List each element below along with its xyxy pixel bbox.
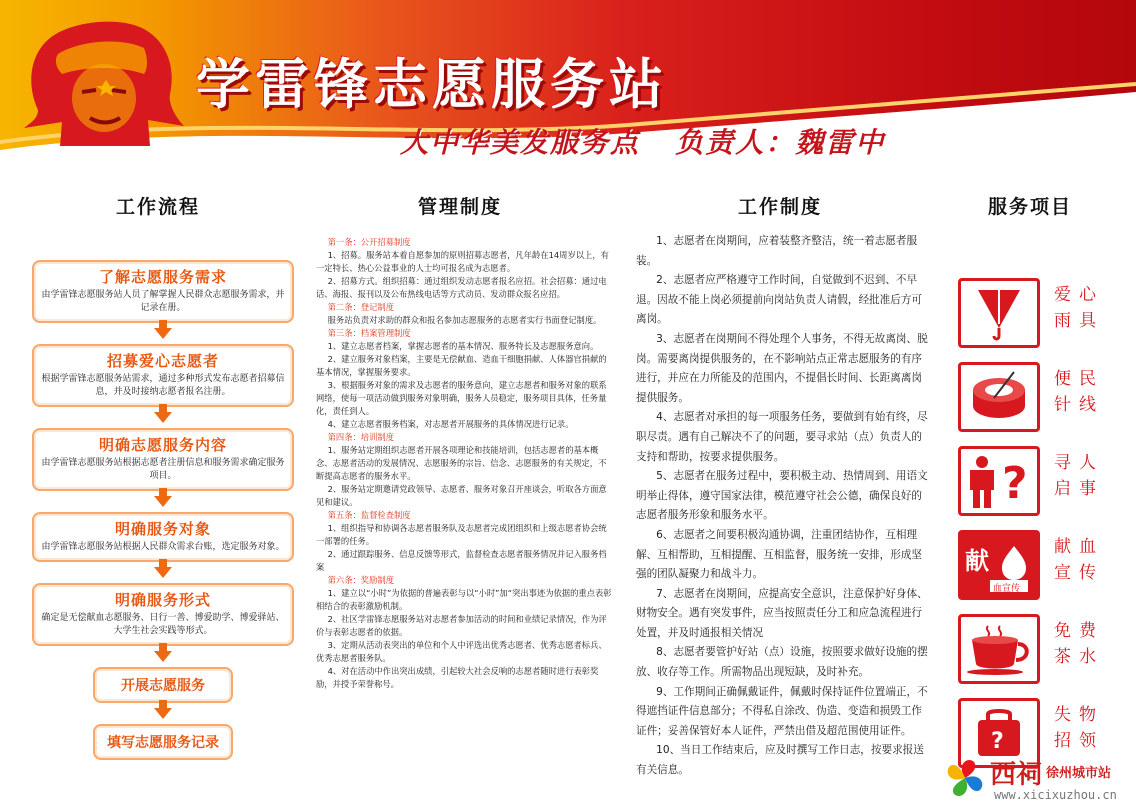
flow-step (32, 428, 294, 491)
watermark-city: 徐州城市站 (1046, 766, 1112, 781)
management-clause-text: 2、招募方式。组织招募：通过组织发动志愿者报名应招。社会招募：通过电话、海报、报刊以及公布热线电话等方式动员、发动群众报名应招。 (316, 276, 607, 299)
flow-step-desc: 确定是无偿献血志愿服务、日行一善、博爱助学、博爱驿站、大学生社会实践等形式。 (41, 613, 285, 636)
rule-item: 9、工作期间正确佩戴证件，佩戴时保持证件位置端正，不得遮挡证件信息部分；不得私自涂改、伪造、变造和损毁工作证件；妥善保管好本人证件，严禁出借及超范围使用证件。 (636, 685, 928, 737)
svg-text:?: ? (1002, 458, 1028, 509)
management-clause-text: 1、招募。服务站本着自愿参加的原则招募志愿者，凡年龄在14周岁以上，有一定特长、热心公益事业的人士均可报名成为志愿者。 (316, 250, 609, 273)
services-heading: 服务项目 (988, 196, 1073, 218)
missing-person-icon (964, 452, 1034, 510)
rule-item: 1、志愿者在岗期间，应着装整齐整洁，统一着志愿者服装。 (636, 235, 918, 267)
flow-step-title: 招募爱心志愿者 (106, 352, 219, 370)
rule-item: 7、志愿者在岗期间，应提高安全意识，注意保护好身体、财物安全。遇有突发事件，应当按照责任分工和应急流程进行处置，并及时通报相关情况 (636, 587, 928, 639)
management-clause-text: 4、对在活动中作出突出成绩，引起较大社会反响的志愿者随时进行表彰奖励，并授予荣誉称号。 (316, 666, 599, 689)
service-label: 献血宣传 (1054, 537, 1104, 583)
rule-item: 4、志愿者对承担的每一项服务任务，要做到有始有终，尽职尽责。遇有自己解决不了的问题，要寻求站（点）负责人的支持和帮助，按要求提供服务。 (636, 411, 928, 463)
service-label: 寻人启事 (1054, 453, 1104, 499)
flow-step (32, 260, 294, 323)
service-item-tea (958, 614, 1108, 684)
banner-title: 学雷锋志愿服务站 (196, 52, 668, 116)
service-label: 便民针线 (1054, 369, 1104, 415)
arrow-down-icon (154, 496, 172, 507)
management-clause-text: 3、定期从活动表突出的单位和个人中评选出优秀志愿者、优秀志愿者标兵、优秀志愿者服务队。 (316, 640, 607, 663)
management-clause-text: 1、服务站定期组织志愿者开展各项理论和技能培训，包括志愿者的基本概念、志愿者活动的发展情况、志愿服务的宗旨、信念、志愿服务的有关规定，不断提高志愿者的服务水平。 (316, 445, 607, 481)
service-item-umbrella (958, 278, 1108, 348)
arrow-down-icon (154, 328, 172, 339)
rule-item: 2、志愿者应严格遵守工作时间，自觉做到不迟到、不早退。因故不能上岗必须提前向岗站负责人请假，经批准后方可离岗。 (636, 274, 923, 326)
management-clause-heading: 第二条：登记制度 (327, 302, 394, 312)
flow-step-desc: 由学雷锋志愿服务站根据志愿者注册信息和服务需求确定服务项目。 (41, 458, 285, 481)
management-clause-text: 2、建立服务对象档案，主要是无偿献血、造血干细胞捐献、人体器官捐献的基本情况，掌握服务要求。 (316, 354, 607, 377)
management-clause-heading: 第三条：档案管理制度 (327, 328, 411, 338)
sewing-kit-icon (964, 368, 1034, 426)
management-clause-heading: 第六条：奖励制度 (327, 575, 394, 585)
svg-text:?: ? (991, 729, 1004, 754)
blood-donation-icon-caption: 血宣传 (993, 584, 1021, 594)
flow-step-title: 了解志愿服务需求 (98, 268, 227, 286)
rule-item: 8、志愿者要管护好站（点）设施，按照要求做好设施的摆放、收存等工作。所需物品出现短缺，及时补充。 (636, 646, 928, 679)
pinwheel-logo-icon (942, 754, 988, 804)
flow-step-title: 开展志愿服务 (121, 678, 205, 694)
flow-step (32, 344, 294, 407)
flow-step-carry-out (93, 667, 233, 703)
management-clause-text: 服务站负责对求助的群众和报名参加志愿服务的志愿者实行书面登记制度。 (327, 315, 602, 325)
arrow-down-icon (154, 708, 172, 719)
arrow-down-icon (154, 567, 172, 578)
workflow-column (32, 260, 294, 760)
flow-step-desc: 根据学雷锋志愿服务站需求，通过多种形式发布志愿者招募信息，并及时接纳志愿者报名注册。 (41, 374, 285, 397)
blood-donation-icon-text: 献 (965, 547, 989, 575)
rules-heading: 工作制度 (738, 196, 823, 218)
management-clause-text: 1、建立以“小时”为依据的普遍表彰与以“小时”加“突出事迹为依据的重点表彰相结合的表彰激励机制。 (316, 588, 612, 611)
flow-step-desc: 由学雷锋志愿服务站人员了解掌握人民群众志愿服务需求，并记录在册。 (41, 290, 285, 313)
management-clause-text: 2、社区学雷锋志愿服务站对志愿者参加活动的时间和业绩记录情况，作为评价与表彰志愿者的依据。 (316, 614, 607, 637)
arrow-down-icon (154, 651, 172, 662)
service-label: 失物招领 (1054, 705, 1104, 751)
flow-step-title: 填写志愿服务记录 (107, 735, 219, 751)
management-clause-heading: 第一条：公开招募制度 (327, 237, 411, 247)
management-clause-text: 2、服务站定期邀请党政领导、志愿者、服务对象召开座谈会，听取各方面意见和建议。 (316, 484, 607, 507)
service-label: 爱心雨具 (1054, 285, 1104, 331)
management-clause-text: 1、建立志愿者档案，掌握志愿者的基本情况、服务特长及志愿服务意向。 (327, 341, 599, 351)
service-item-blood-donation (958, 530, 1108, 600)
management-text (316, 236, 614, 691)
rule-item: 6、志愿者之间要积极沟通协调，注重团结协作，互相理解、互相帮助，互相提醒、互相监督，服务统一安排，形成坚强的团队凝聚力和战斗力。 (636, 528, 923, 581)
flow-step-title: 明确服务对象 (114, 520, 211, 538)
flow-step-title: 明确服务形式 (114, 591, 211, 609)
rule-item: 3、志愿者在岗期间不得处理个人事务，不得无故离岗、脱岗。需要离岗提供服务的，在不影响站点正常志愿服务的有序进行，并应在力所能及的范围内，不提倡长时间、长距离离岗提供服务。 (636, 332, 928, 404)
service-label: 免费茶水 (1054, 621, 1104, 667)
arrow-down-icon (154, 412, 172, 423)
management-clause-text: 1、组织指导和协调各志愿者服务队及志愿者完成团组织和上级志愿者协会统一部署的任务。 (316, 523, 607, 546)
service-item-sewing (958, 362, 1108, 432)
flow-step-desc: 由学雷锋志愿服务站根据人民群众需求台账，选定服务对象。 (41, 542, 285, 552)
management-heading: 管理制度 (418, 196, 503, 218)
management-clause-heading: 第四条：培训制度 (327, 432, 394, 442)
management-clause-heading: 第五条：监督检查制度 (327, 510, 411, 520)
umbrella-icon (964, 284, 1034, 342)
flow-step (32, 512, 294, 562)
rule-item: 10、当日工作结束后，应及时撰写工作日志，按要求报送有关信息。 (636, 744, 924, 777)
service-item-missing-person (958, 446, 1108, 516)
workflow-heading: 工作流程 (116, 196, 201, 218)
flow-step-record (93, 724, 233, 760)
site-watermark (938, 752, 1136, 810)
lei-feng-portrait-icon (20, 14, 188, 154)
rules-text (636, 232, 928, 781)
management-clause-text: 2、通过跟踪服务、信息反馈等形式，监督检查志愿者服务情况并记入服务档案 (316, 549, 607, 572)
flow-step-title: 明确志愿服务内容 (98, 436, 227, 454)
banner-subtitle: 大中华美发服务点 负责人：魏雷中 (400, 126, 886, 159)
watermark-brand: 西祠 (990, 760, 1043, 790)
management-clause-text: 4、建立志愿者服务档案，对志愿者开展服务的具体情况进行记录。 (327, 419, 574, 429)
header-banner (0, 0, 1136, 170)
teacup-icon (964, 620, 1034, 678)
flow-step (32, 583, 294, 646)
watermark-url: www.xicixuzhou.cn (994, 788, 1117, 802)
management-clause-text: 3、根据服务对象的需求及志愿者的服务意向，建立志愿者和服务对象的联系网络，使每一项活动做到服务对象明确，服务人员稳定，服务项目具体，任务量化，责任到人。 (316, 380, 607, 416)
rule-item: 5、志愿者在服务过程中，要积极主动、热情周到、用语文明举止得体，遵守国家法律，模范遵守社会公德，确保良好的志愿者服务形象和服务水平。 (636, 470, 928, 522)
